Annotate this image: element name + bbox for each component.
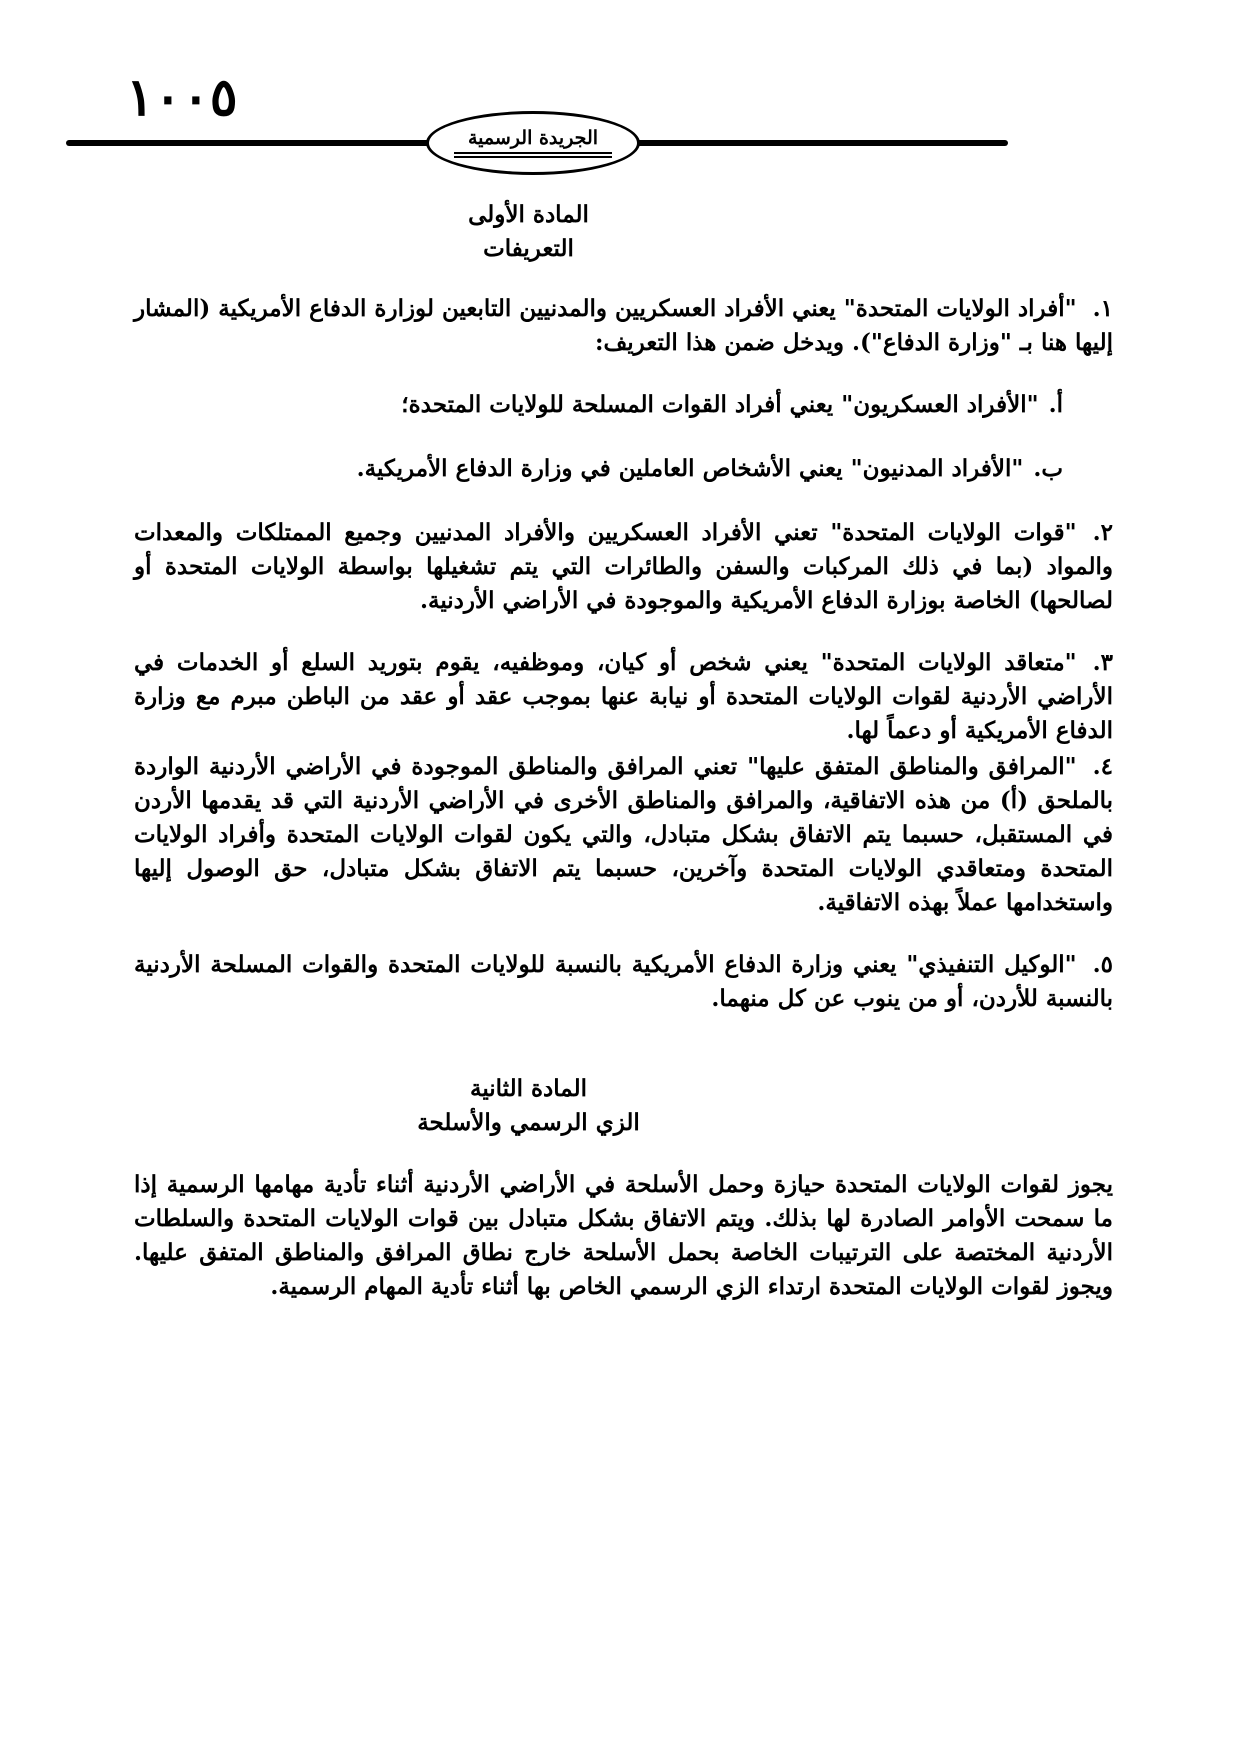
article-one-heading xyxy=(39,198,1018,266)
article-one-title: المادة الأولى xyxy=(468,201,589,228)
page-number: ١٠٠٥ xyxy=(126,67,238,128)
article-two-body: يجوز لقوات الولايات المتحدة حيازة وحمل الأسلحة في الأراضي الأردنية أثناء تأدية مهامها الرسمية إذا ما سمحت الأوامر الصادرة لها بذلك. ويتم الاتفاق بشكل متبادل بين قوات الولايات المتحدة والسلطات الأردنية المختصة على الترتيبات الخاصة بحمل الأسلحة خارج نطاق المرافق والمناطق المتفق عليها. ويجوز لقوات الولايات المتحدة ارتداء الزي الرسمي الخاص بها أثناء تأدية المهام الرسمية. xyxy=(134,1171,1113,1300)
gazette-badge xyxy=(426,111,640,175)
definition-item-5-text: "الوكيل التنفيذي" يعني وزارة الدفاع الأمريكية بالنسبة للولايات المتحدة والقوات المسلحة الأردنية بالنسبة للأردن، أو من ينوب عن كل منهما. xyxy=(134,951,1113,1012)
page-header xyxy=(0,0,1241,180)
definition-item-2-number: ٢. xyxy=(1092,519,1113,546)
definition-subitem-a-number: أ. xyxy=(1048,391,1063,418)
definition-item-4-text: "المرافق والمناطق المتفق عليها" تعني المرافق والمناطق الموجودة في الأراضي الأردنية الواردة بالملحق (أ) من هذه الاتفاقية، والمرافق والمناطق الأخرى في الأراضي الأردنية التي قد يقدمها الأردن في المستقبل، حسبما يتم الاتفاق بشكل متبادل، والتي يكون لقوات الولايات المتحدة وأفراد الولايات المتحدة ومتعاقدي الولايات المتحدة وآخرين، حسبما يتم الاتفاق بشكل متبادل، حق الوصول إليها واستخدامها عملاً بهذه الاتفاقية. xyxy=(134,753,1113,916)
definition-item-5-number: ٥. xyxy=(1092,951,1113,978)
definition-item-2 xyxy=(134,516,1113,618)
definition-item-4 xyxy=(134,750,1113,920)
definition-subitem-a xyxy=(134,388,1113,422)
definition-subitem-a-text: "الأفراد العسكريون" يعني أفراد القوات المسلحة للولايات المتحدة؛ xyxy=(401,391,1039,418)
article-two-subtitle: الزي الرسمي والأسلحة xyxy=(417,1109,640,1136)
definition-item-3-number: ٣. xyxy=(1092,649,1113,676)
definition-subitem-b-text: "الأفراد المدنيون" يعني الأشخاص العاملين في وزارة الدفاع الأمريكية. xyxy=(356,455,1024,482)
definition-item-1 xyxy=(134,292,1113,360)
gazette-title-label: الجريدة الرسمية xyxy=(467,126,599,149)
definition-item-3 xyxy=(134,646,1113,748)
definition-item-1-text: "أفراد الولايات المتحدة" يعني الأفراد العسكريين والمدنيين التابعين لوزارة الدفاع الأمريكية (المشار إليها هنا بـ "وزارة الدفاع"). ويدخل ضمن هذا التعريف: xyxy=(134,295,1113,356)
article-one-subtitle: التعريفات xyxy=(483,235,574,262)
article-two-heading xyxy=(39,1072,1018,1140)
definition-item-3-text: "متعاقد الولايات المتحدة" يعني شخص أو كيان، وموظفيه، يقوم بتوريد السلع أو الخدمات في الأراضي الأردنية لقوات الولايات المتحدة أو نيابة عنها بموجب عقد أو عقد من الباطن مبرم مع وزارة الدفاع الأمريكية أو دعماً لها. xyxy=(134,649,1113,744)
document-content xyxy=(0,198,1241,1364)
badge-double-underline xyxy=(454,152,612,158)
definition-item-5 xyxy=(134,948,1113,1016)
definition-item-4-number: ٤. xyxy=(1092,753,1113,780)
definition-item-1-number: ١. xyxy=(1092,295,1113,322)
definition-item-2-text: "قوات الولايات المتحدة" تعني الأفراد العسكريين والأفراد المدنيين وجميع الممتلكات والمعدات والمواد (بما في ذلك المركبات والسفن والطائرات التي يتم تشغيلها بواسطة الولايات المتحدة أو لصالحها) الخاصة بوزارة الدفاع الأمريكية والموجودة في الأراضي الأردنية. xyxy=(134,519,1113,614)
definition-subitem-b-number: ب. xyxy=(1033,455,1063,482)
definition-subitem-b xyxy=(134,452,1113,486)
article-two-title: المادة الثانية xyxy=(469,1075,588,1102)
